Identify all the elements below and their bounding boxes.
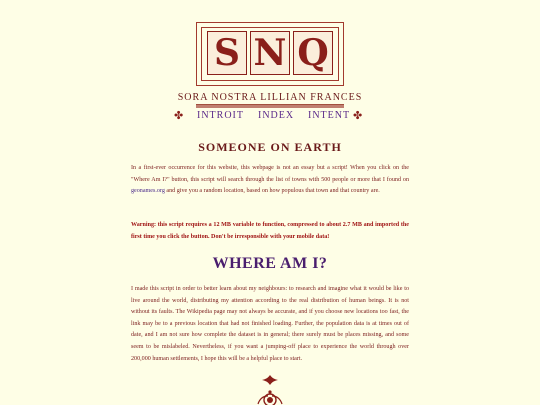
body-paragraph: I made this script in order to better learn about my neighbours: to research and imagine what it would be like to live around the world, distributing my attention according to the real distribution of human beings. It is not without its faults. The Wikipedia page may not always be accurate, and if you choose new locations too fast, the link may be to a previous location that had not finished loading. Further, the population data is at times out of date, and I am not sure how complete the dataset is in general; there surely must be places missing, and some seem to be mislabeled. Nevertheless, if you want a jumping-off place to experience the world through over 200,000 human settlements, I hope this will be a helpful place to start. <box>131 286 409 362</box>
ornament-right-icon: ✤ <box>353 110 363 122</box>
warning-text: Warning: this script requires a 12 MB variable to function, compressed to about 2.7 MB and imported the first time you click the button. Don't be irresponsible with your mobile data! <box>131 222 409 240</box>
site-name: SORA NOSTRA LILLIAN FRANCES <box>177 92 363 103</box>
logo-letter-s: S <box>207 31 247 75</box>
intro-paragraph: In a first-ever occurrence for this website, this webpage is not an essay but a script! When you click on the "Where Am I?" button, this script will search through the list of towns with 500 people or more that I found on geonames.org and give you a random location, based on how populous that town and that country are. <box>131 165 409 195</box>
flourish-icon <box>258 374 282 386</box>
ornament-left-icon: ✤ <box>174 110 184 122</box>
logo-letter-q: Q <box>293 31 333 75</box>
wreath-icon <box>254 388 286 405</box>
nav-index[interactable]: INDEX <box>258 110 295 121</box>
geonames-link[interactable]: geonames.org <box>131 188 165 195</box>
main-nav <box>0 110 540 124</box>
where-am-i-button[interactable]: WHERE AM I? <box>212 255 328 272</box>
nav-introit[interactable]: INTROIT <box>197 110 244 121</box>
nav-intent[interactable]: INTENT <box>308 110 351 121</box>
site-logo[interactable] <box>196 22 344 86</box>
header-divider <box>196 104 344 108</box>
section-title: SOMEONE ON EARTH <box>198 140 342 154</box>
logo-letter-n: N <box>250 31 290 75</box>
